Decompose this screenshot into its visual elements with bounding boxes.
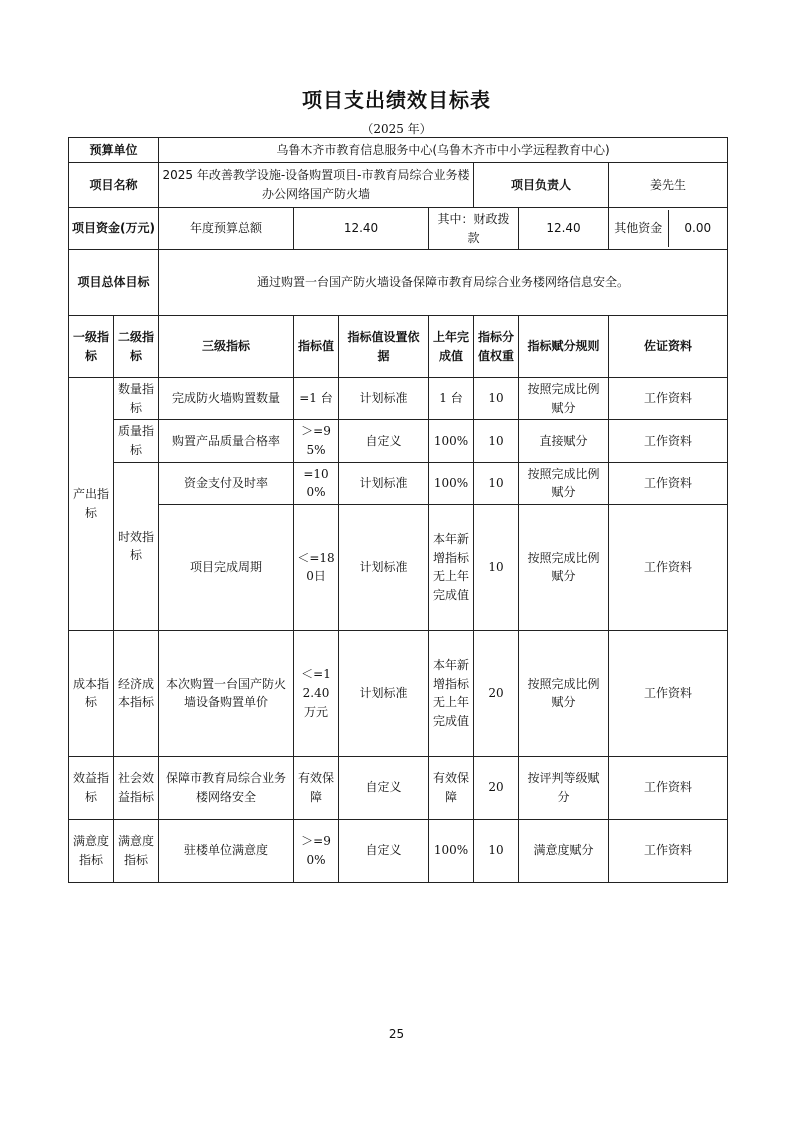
budget-unit-row (69, 138, 728, 163)
value-cell: ＞=90% (294, 819, 339, 882)
basis-cell: 计划标准 (339, 378, 429, 420)
goal-label: 项目总体目标 (69, 250, 159, 316)
page-number: 25 (388, 1027, 405, 1041)
header-row (69, 316, 728, 378)
last-year-cell: 100% (429, 420, 474, 462)
level2-cell: 质量指标 (114, 420, 159, 462)
weight-cell: 10 (474, 378, 519, 420)
level2-cell: 社会效益指标 (114, 756, 159, 819)
table-row (69, 462, 728, 504)
weight-cell: 10 (474, 504, 519, 630)
rule-cell: 按照完成比例赋分 (519, 378, 609, 420)
level1-cell: 产出指标 (69, 378, 114, 631)
level2-cell: 满意度指标 (114, 819, 159, 882)
level2-cell: 数量指标 (114, 378, 159, 420)
other-label: 其他资金 (609, 210, 669, 247)
weight-cell: 10 (474, 819, 519, 882)
evidence-cell: 工作资料 (609, 378, 728, 420)
value-cell: ＜=12.40万元 (294, 630, 339, 756)
level3-cell: 驻楼单位满意度 (159, 819, 294, 882)
last-year-cell: 100% (429, 819, 474, 882)
value-cell: =100% (294, 462, 339, 504)
goal-row (69, 250, 728, 316)
funds-row (69, 208, 728, 250)
header-evidence: 佐证资料 (609, 316, 728, 378)
level3-cell: 资金支付及时率 (159, 462, 294, 504)
basis-cell: 自定义 (339, 420, 429, 462)
basis-cell: 计划标准 (339, 462, 429, 504)
rule-cell: 按评判等级赋分 (519, 756, 609, 819)
annual-budget-label: 年度预算总额 (159, 208, 294, 250)
table-row (69, 504, 728, 630)
evidence-cell: 工作资料 (609, 819, 728, 882)
basis-cell: 自定义 (339, 756, 429, 819)
level3-cell: 完成防火墙购置数量 (159, 378, 294, 420)
funds-label: 项目资金(万元) (69, 208, 159, 250)
last-year-cell: 本年新增指标无上年完成值 (429, 504, 474, 630)
evidence-cell: 工作资料 (609, 630, 728, 756)
project-name-label: 项目名称 (69, 163, 159, 208)
annual-budget-value: 12.40 (294, 208, 429, 250)
goal-value: 通过购置一台国产防火墙设备保障市教育局综合业务楼网络信息安全。 (159, 250, 728, 316)
table-row (69, 378, 728, 420)
last-year-cell: 有效保障 (429, 756, 474, 819)
other-value: 0.00 (684, 221, 712, 236)
fiscal-value: 12.40 (519, 208, 609, 250)
project-name-row (69, 163, 728, 208)
rule-cell: 满意度赋分 (519, 819, 609, 882)
evidence-cell: 工作资料 (609, 504, 728, 630)
last-year-cell: 100% (429, 462, 474, 504)
basis-cell: 计划标准 (339, 504, 429, 630)
other-value-cell (609, 208, 728, 250)
level3-cell: 保障市教育局综合业务楼网络安全 (159, 756, 294, 819)
table-row (69, 819, 728, 882)
table-row (69, 420, 728, 462)
table-row (69, 756, 728, 819)
rule-cell: 按照完成比例赋分 (519, 462, 609, 504)
basis-cell: 计划标准 (339, 630, 429, 756)
level1-cell: 满意度指标 (69, 819, 114, 882)
rule-cell: 按照完成比例赋分 (519, 504, 609, 630)
value-cell: =1 台 (294, 378, 339, 420)
level1-cell: 成本指标 (69, 630, 114, 756)
table-row (69, 630, 728, 756)
evidence-cell: 工作资料 (609, 420, 728, 462)
level2-cell: 经济成本指标 (114, 630, 159, 756)
value-cell: ＞=95% (294, 420, 339, 462)
rule-cell: 按照完成比例赋分 (519, 630, 609, 756)
performance-table (68, 137, 728, 883)
manager-label: 项目负责人 (474, 163, 609, 208)
manager-value: 姜先生 (609, 163, 728, 208)
weight-cell: 20 (474, 630, 519, 756)
header-basis: 指标值设置依据 (339, 316, 429, 378)
level3-cell: 项目完成周期 (159, 504, 294, 630)
value-cell: 有效保障 (294, 756, 339, 819)
level2-cell: 时效指标 (114, 462, 159, 630)
evidence-cell: 工作资料 (609, 756, 728, 819)
fiscal-label: 其中：财政拨款 (429, 208, 519, 250)
header-level3: 三级指标 (159, 316, 294, 378)
header-last-year: 上年完成值 (429, 316, 474, 378)
year-label: （2025 年） (361, 122, 432, 136)
level3-cell: 本次购置一台国产防火墙设备购置单价 (159, 630, 294, 756)
value-cell: ＜=180日 (294, 504, 339, 630)
rule-cell: 直接赋分 (519, 420, 609, 462)
weight-cell: 20 (474, 756, 519, 819)
budget-unit-value: 乌鲁木齐市教育信息服务中心(乌鲁木齐市中小学远程教育中心) (159, 138, 728, 163)
level3-cell: 购置产品质量合格率 (159, 420, 294, 462)
evidence-cell: 工作资料 (609, 462, 728, 504)
basis-cell: 自定义 (339, 819, 429, 882)
level1-cell: 效益指标 (69, 756, 114, 819)
header-level1: 一级指标 (69, 316, 114, 378)
header-rule: 指标赋分规则 (519, 316, 609, 378)
header-value: 指标值 (294, 316, 339, 378)
last-year-cell: 1 台 (429, 378, 474, 420)
header-weight: 指标分值权重 (474, 316, 519, 378)
weight-cell: 10 (474, 420, 519, 462)
budget-unit-label: 预算单位 (69, 138, 159, 163)
project-name-value: 2025 年改善教学设施-设备购置项目-市教育局综合业务楼办公网络国产防火墙 (159, 163, 474, 208)
weight-cell: 10 (474, 462, 519, 504)
header-level2: 二级指标 (114, 316, 159, 378)
page-title: 项目支出绩效目标表 (302, 88, 491, 112)
last-year-cell: 本年新增指标无上年完成值 (429, 630, 474, 756)
